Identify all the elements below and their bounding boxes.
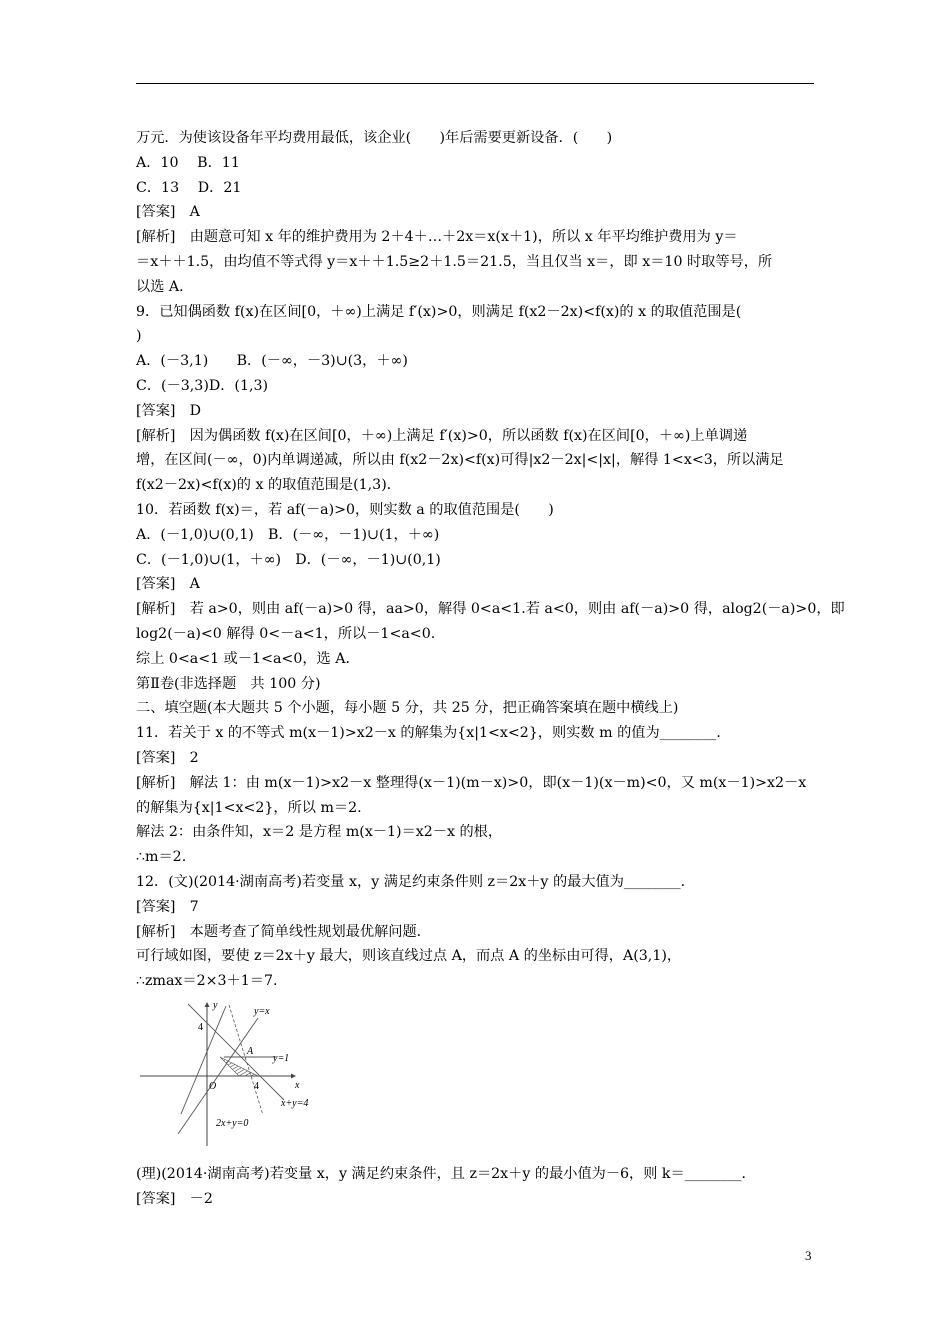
text-line: 第Ⅱ卷(非选择题 共 100 分) [136,675,321,692]
text-line: C．(－1,0)∪(1，＋∞) D．(－∞，－1)∪(0,1) [136,551,441,568]
text-line: 二、填空题(本大题共 5 个小题，每小题 5 分，共 25 分，把正确答案填在题中横线上) [136,700,679,717]
text-line: [答案] 7 [136,898,199,915]
x-axis-label: x [295,1079,300,1091]
feasible-region-diagram [136,1000,321,1150]
text-line: [解析] 解法 1：由 m(x－1)>x2－x 整理得(x－1)(m－x)>0，即(x－1)(x－m)<0，又 m(x－1)>x2－x [136,774,807,791]
text-line: 万元．为使该设备年平均费用最低，该企业( )年后需要更新设备．( ) [136,130,613,146]
text-line: [答案] A [136,576,200,593]
y-axis-arrow [205,1002,210,1007]
text-line: 以选 A． [136,278,194,295]
text-line: 综上 0<a<1 或－1<a<0，选 A． [136,650,360,667]
text-line: [答案] －2 [136,1190,213,1207]
text-line: f(x2－2x)<f(x)的 x 的取值范围是(1,3)． [136,477,401,494]
feasible-region [220,1057,258,1076]
text-line: ＝x＋＋1.5，由均值不等式得 y＝x＋＋1.5≥2＋1.5＝21.5，当且仅当 x＝，即 x＝10 时取等号，所 [136,253,773,270]
line-x-plus-y-4 [188,1004,284,1100]
text-line: 增，在区间(－∞，0)内单调递减，所以由 f(x2－2x)<f(x)可得|x2－2x|<|x|，解得 1<x<3，所以满足 [136,452,784,469]
feasible-region-figure [136,994,816,1162]
label-2x-plus-y-0: 2x+y=0 [216,1117,249,1129]
label-x-plus-y-4: x+y=4 [281,1097,309,1109]
origin-label: O [209,1080,217,1092]
text-line: [答案] D [136,402,202,419]
text-line: ∴zmax＝2×3＋1＝7. [136,973,278,990]
text-line: [答案] 2 [136,749,199,766]
text-line: A．(－1,0)∪(0,1) B．(－∞，－1)∪(1，＋∞) [136,526,440,543]
text-line: 解法 2：由条件知，x＝2 是方程 m(x－1)＝x2－x 的根， [136,824,503,841]
text-line: 9．已知偶函数 f(x)在区间[0，＋∞)上满足 f′(x)>0，则满足 f(x2－2x)<f(x)的 x 的取值范围是( [136,303,742,320]
point-a-label: A [247,1045,254,1057]
text-line: A．(－3,1) B．(－∞，－3)∪(3，＋∞) [136,353,408,370]
header-rule [136,83,814,84]
text-line: C．(－3,3)D．(1,3) [136,377,269,394]
text-line: 10．若函数 f(x)＝，若 af(－a)>0，则实数 a 的取值范围是( ) [136,501,554,518]
page-number: 3 [805,1248,812,1263]
text-line: [答案] A [136,204,200,221]
dashed-objective-line [229,1005,263,1115]
text-line: 11．若关于 x 的不等式 m(x－1)>x2－x 的解集为{x|1<x<2}，则实数 m 的值为________． [136,725,731,742]
y-tick-label: 4 [198,1021,203,1033]
text-line: ∴m＝2. [136,849,187,866]
text-line: (理)(2014·湖南高考)若变量 x，y 满足约束条件，且 z＝2x＋y 的最小值为－6，则 k＝________． [136,1165,756,1182]
text-line: 可行域如图，要使 z＝2x＋y 最大，则该直线过点 A，而点 A 的坐标由可得，A(3,1)， [136,948,682,965]
x-axis-arrow [291,1073,296,1078]
text-line: A．10 B．11 [136,154,240,171]
text-line: [解析] 若 a>0，则由 af(－a)>0 得，aa>0，解得 0<a<1.若 a<0，则由 af(－a)>0 得，alog2(－a)>0，即 [136,601,845,618]
label-y-equals-x: y=x [254,1005,270,1017]
document-body [136,126,845,1211]
text-line: [解析] 本题考查了简单线性规划最优解问题． [136,923,431,940]
x-tick-label: 4 [254,1080,259,1092]
text-line: ) [136,328,142,345]
text-line: [解析] 由题意可知 x 年的维护费用为 2＋4＋…＋2x＝x(x＋1)，所以 x 年平均维护费用为 y＝ [136,229,738,246]
y-axis-label: y [213,999,218,1011]
text-line: log2(－a)<0 解得 0<－a<1，所以－1<a<0. [136,625,436,642]
text-line: C．13 D．21 [136,179,242,196]
label-y-equals-1: y=1 [273,1052,290,1064]
text-line: 12．(文)(2014·湖南高考)若变量 x，y 满足约束条件则 z＝2x＋y 的最大值为________． [136,873,695,890]
text-line: [解析] 因为偶函数 f(x)在区间[0，＋∞)上满足 f′(x)>0，所以函数 f(x)在区间[0，＋∞)上单调递 [136,427,748,444]
text-line: 的解集为{x|1<x<2}，所以 m＝2. [136,799,362,816]
